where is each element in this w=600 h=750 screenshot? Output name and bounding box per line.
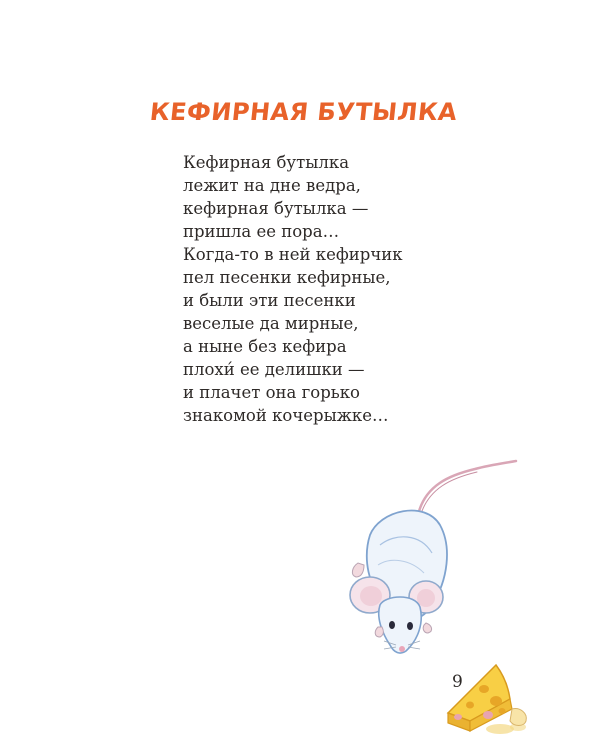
poem-line: веселые да мирные, [183, 314, 359, 333]
poem-line: и плачет она горько [183, 383, 360, 402]
poem-line: кефирная бутылка — [183, 199, 369, 218]
mouse-illustration [340, 455, 520, 665]
poem-line: а ныне без кефира [183, 337, 347, 356]
poem-line: лежит на дне ведра, [183, 176, 361, 195]
poem-text [183, 151, 443, 427]
page-number: 9 [452, 672, 463, 692]
poem-line: Кефирная бутылка [183, 153, 350, 172]
poem-line: пришла ее пора… [183, 222, 340, 241]
poem-title: КЕФИРНАЯ БУТЫЛКА [148, 98, 459, 126]
poem-line: плохи́ ее делишки — [183, 360, 365, 379]
poem-line: пел песенки кефирные, [183, 268, 391, 287]
cheese-illustration [440, 655, 535, 737]
poem-line: Когда-то в ней кефирчик [183, 245, 403, 264]
poem-line: и были эти песенки [183, 291, 356, 310]
poem-line: знакомой кочерыжке… [183, 406, 389, 425]
